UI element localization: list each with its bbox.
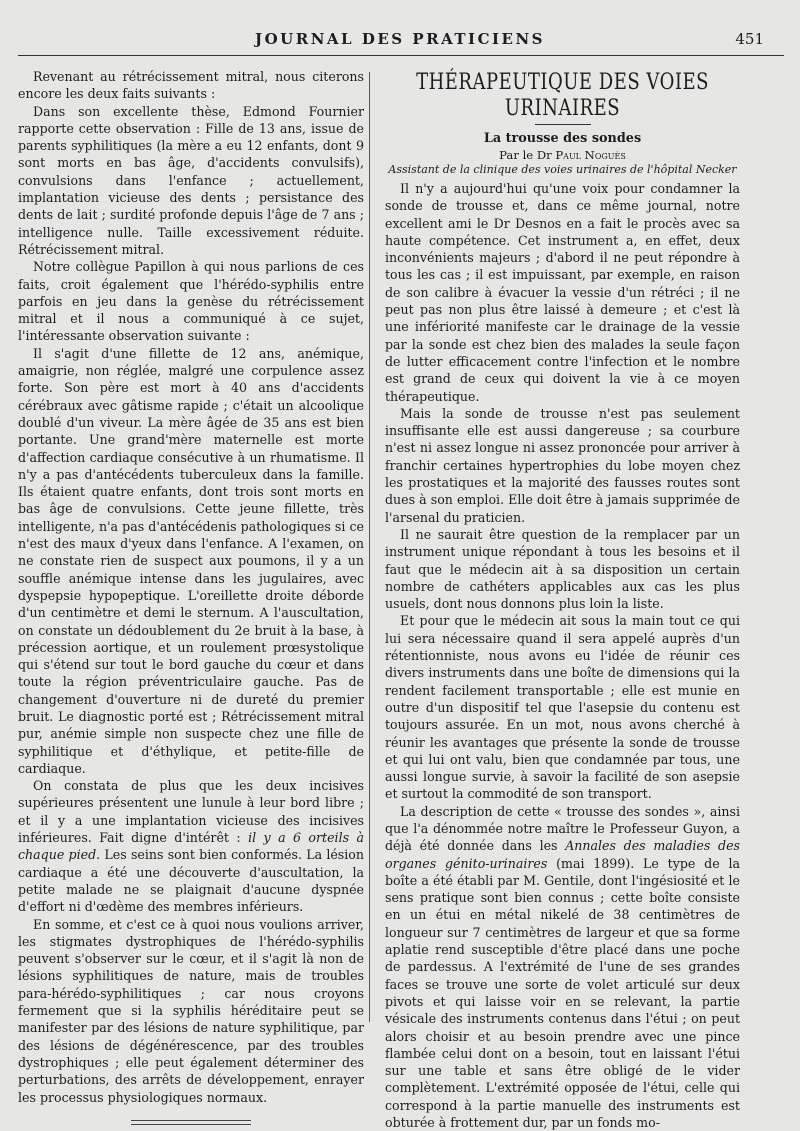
- author-name: Paul Noguès: [555, 148, 626, 162]
- journal-title: JOURNAL DES PRATICIENS: [255, 30, 545, 48]
- paragraph: Mais la sonde de trousse n'est pas seulement insuffisante elle est aussi dangereuse ; sa courbure n'est ni assez longue ni assez prononcée pour arriver à franchir certaines hypertrophies du lobe moyen chez les prostatiques et la majorité des fausses routes sont dues à son emploi. Elle doit être à jamais supprimée de l'arsenal du praticien.: [385, 405, 740, 525]
- title-rule: [535, 124, 591, 125]
- paragraph: [385, 803, 740, 1131]
- right-column: [385, 68, 740, 1131]
- paragraph: Il n'y a aujourd'hui qu'une voix pour condamner la sonde de trousse et, dans ce même journal, notre excellent ami le Dr Desnos en a fait le procès avec sa haute compétence. Cet instrument a, en effet, deux inconvénients majeurs ; d'abord il ne peut répondre à tous les cas ; il est impuissant, par exemple, en raison de son calibre à évacuer la vessie d'un rétréci ; il ne peut pas non plus être laissé à demeure ; et c'est là une infériorité manifeste car le drainage de la vessie par la sonde est chez bien des malades la seule façon de lutter efficacement contre l'infection et le nombre est grand de ceux qui doivent la vie à ce moyen thérapeutique.: [385, 181, 740, 404]
- article-title: La trousse des sondes: [483, 131, 642, 146]
- paragraph: En somme, et c'est ce à quoi nous voulions arriver, les stigmates dystrophiques de l'hérédo-syphilis peuvent s'observer sur le cœur, et il s'agit là non de lésions syphilitiques de nature, mais de troubles para-hérédo-syphilitiques ; car nous croyons fermement que si la syphilis héréditaire peut se manifester par des lésions de nature syphilitique, par des lésions de dégénérescence, par des troubles dystrophiques ; elle peut également déterminer des perturbations, des arrêts de développement, enrayer les processus physiologiques normaux.: [18, 916, 364, 1105]
- paragraph: Revenant au rétrécissement mitral, nous citerons encore les deux faits suivants :: [18, 69, 364, 102]
- text-run: . Les seins sont bien conformés. La lésion cardiaque a été une découverte d'auscultation, la petite malade ne se plaignait d'aucune dyspnée d'effort ni d'œdème des membres inférieurs.: [18, 847, 364, 915]
- text-run: On constata de plus que les deux incisives supérieures présentent une lunule à leur bord libre ; et il y a une implantation vicieuse des incisives inférieures. Fait digne d'intérêt :: [18, 778, 364, 846]
- page-number: 451: [735, 30, 764, 48]
- italic-text: il y a 6 orteils à chaque pied: [18, 830, 364, 863]
- paragraph: Notre collègue Papillon à qui nous parlions de ces faits, croit également que l'hérédo-syphilis entre parfois en jeu dans la genèse du rétrécissement mitral et il nous a communiqué à ce sujet, l'intéressante observation suivante :: [18, 259, 364, 344]
- paragraph: Il s'agit d'une fillette de 12 ans, anémique, amaigrie, non réglée, malgré une corpulence assez forte. Son père est mort à 40 ans d'accidents cérébraux avec gâtisme rapide ; c'était un alcoolique doublé d'un viveur. La mère âgée de 35 ans est bien portante. Une grand'mère maternelle est morte d'affection cardiaque consécutive à un rhumatisme. Il n'y a pas d'antécédents tuberculeux dans la famille. Ils étaient quatre enfants, dont trois sont morts en bas âge de convulsions. Cette jeune fillette, très intelligente, n'a pas d'antécédenis pathologiques si ce n'est des maux d'yeux dans l'enfance. A l'examen, on ne constate rien de suspect aux poumons, il y a un souffle anémique intense dans les jugulaires, avec dyspepsie hypopeptique. L'oreillette droite déborde d'un centimètre et demi le sternum. A l'auscultation, on constate un dédoublement du 2e bruit à la base, à précession aortique, et un roulement prœsystolique qui s'étend sur tout le bord gauche du cœur et dans toute la région préventriculaire gauche. Pas de changement d'ouverture ni de dureté du premier bruit. Le diagnostic porté est ; Rétrécissement mitral pur, anémie simple non suspecte chez une fille de syphilitique et d'éthylique, et petite-fille de cardiaque.: [18, 345, 364, 776]
- italic-text: Annales des maladies des organes génito-urinaires: [385, 838, 740, 871]
- paragraph: Et pour que le médecin ait sous la main tout ce qui lui sera nécessaire quand il sera appelé auprès d'un rétentionniste, nous avons eu l'idée de réunir ces divers instruments dans une boîte de dimensions qui la rendent facilement transportable ; elle est munie en outre d'un dispositif tel que l'asepsie du contenu est toujours assurée. En un mot, nous avons cherché à réunir les avantages que présente la sonde de trousse et qui lui ont valu, bien que condamnée par tous, une aussi longue survie, à savoir la facilité de son asepsie et surtout la commodité de son transport.: [385, 613, 740, 802]
- end-rule: [131, 1124, 251, 1125]
- paragraph: Il ne saurait être question de la remplacer par un instrument unique répondant à tous les besoins et il faut que le médecin ait à sa disposition un certain nombre de cathéters applicables aux cas les plus usuels, dont nous donnons plus loin la liste.: [385, 526, 740, 612]
- affiliation: Assistant de la clinique des voies urinaires de l'hôpital Necker: [388, 163, 737, 176]
- text-run: (mai 1899). Le type de la boîte a été établi par M. Gentile, dont l'ingésiosité et le sens pratique sont bien connus ; cette boîte consiste en un étui en métal nikelé de 38 centimètres de longueur sur 7 centimètres de largeur et que sa forme aplatie rend susceptible d'être placé dans une poche de pardessus. A l'extrémité de l'une de ses grandes faces se trouve une sorte de volet articulé sur deux pivots et qui laisse voir en se relevant, la partie vésicale des instruments contenus dans l'étui ; on peut alors choisir et au besoin prendre avec une pince flambée celui dont on a besoin, tout en laissant l'étui sur une table et sans être obligé de le vider complètement. L'extrémité opposée de l'étui, celle qui correspond à la partie manuelle des instruments est obturée à frottement dur, par un fonds mo-: [385, 855, 740, 1131]
- byline: [385, 148, 740, 162]
- header-rule: [18, 55, 784, 56]
- paragraph: [18, 777, 364, 915]
- byline-prefix: Par le Dr: [499, 148, 556, 162]
- left-column: [18, 68, 364, 1125]
- section-title: THÉRAPEUTIQUE DES VOIES URINAIRES: [416, 68, 709, 122]
- column-divider: [369, 72, 370, 1022]
- running-head: [0, 30, 800, 54]
- text-run: La description de cette « trousse des sondes », ainsi que l'a dénommée notre maître le Professeur Guyon, a déjà été donnée dans les: [385, 803, 740, 854]
- end-rule: [131, 1120, 251, 1121]
- paragraph: Dans son excellente thèse, Edmond Fournier rapporte cette observation : Fille de 13 ans, issue de parents syphilitiques (la mère a eu 12 enfants, dont 9 sont morts en bas âge, d'accidents convulsifs), convulsions dans l'enfance ; actuellement, implantation vicieuse des dents ; persistance des dents de lait ; surdité profonde depuis l'âge de 7 ans ; intelligence nulle. Taille excessivement réduite. Rétrécissement mitral.: [18, 103, 364, 257]
